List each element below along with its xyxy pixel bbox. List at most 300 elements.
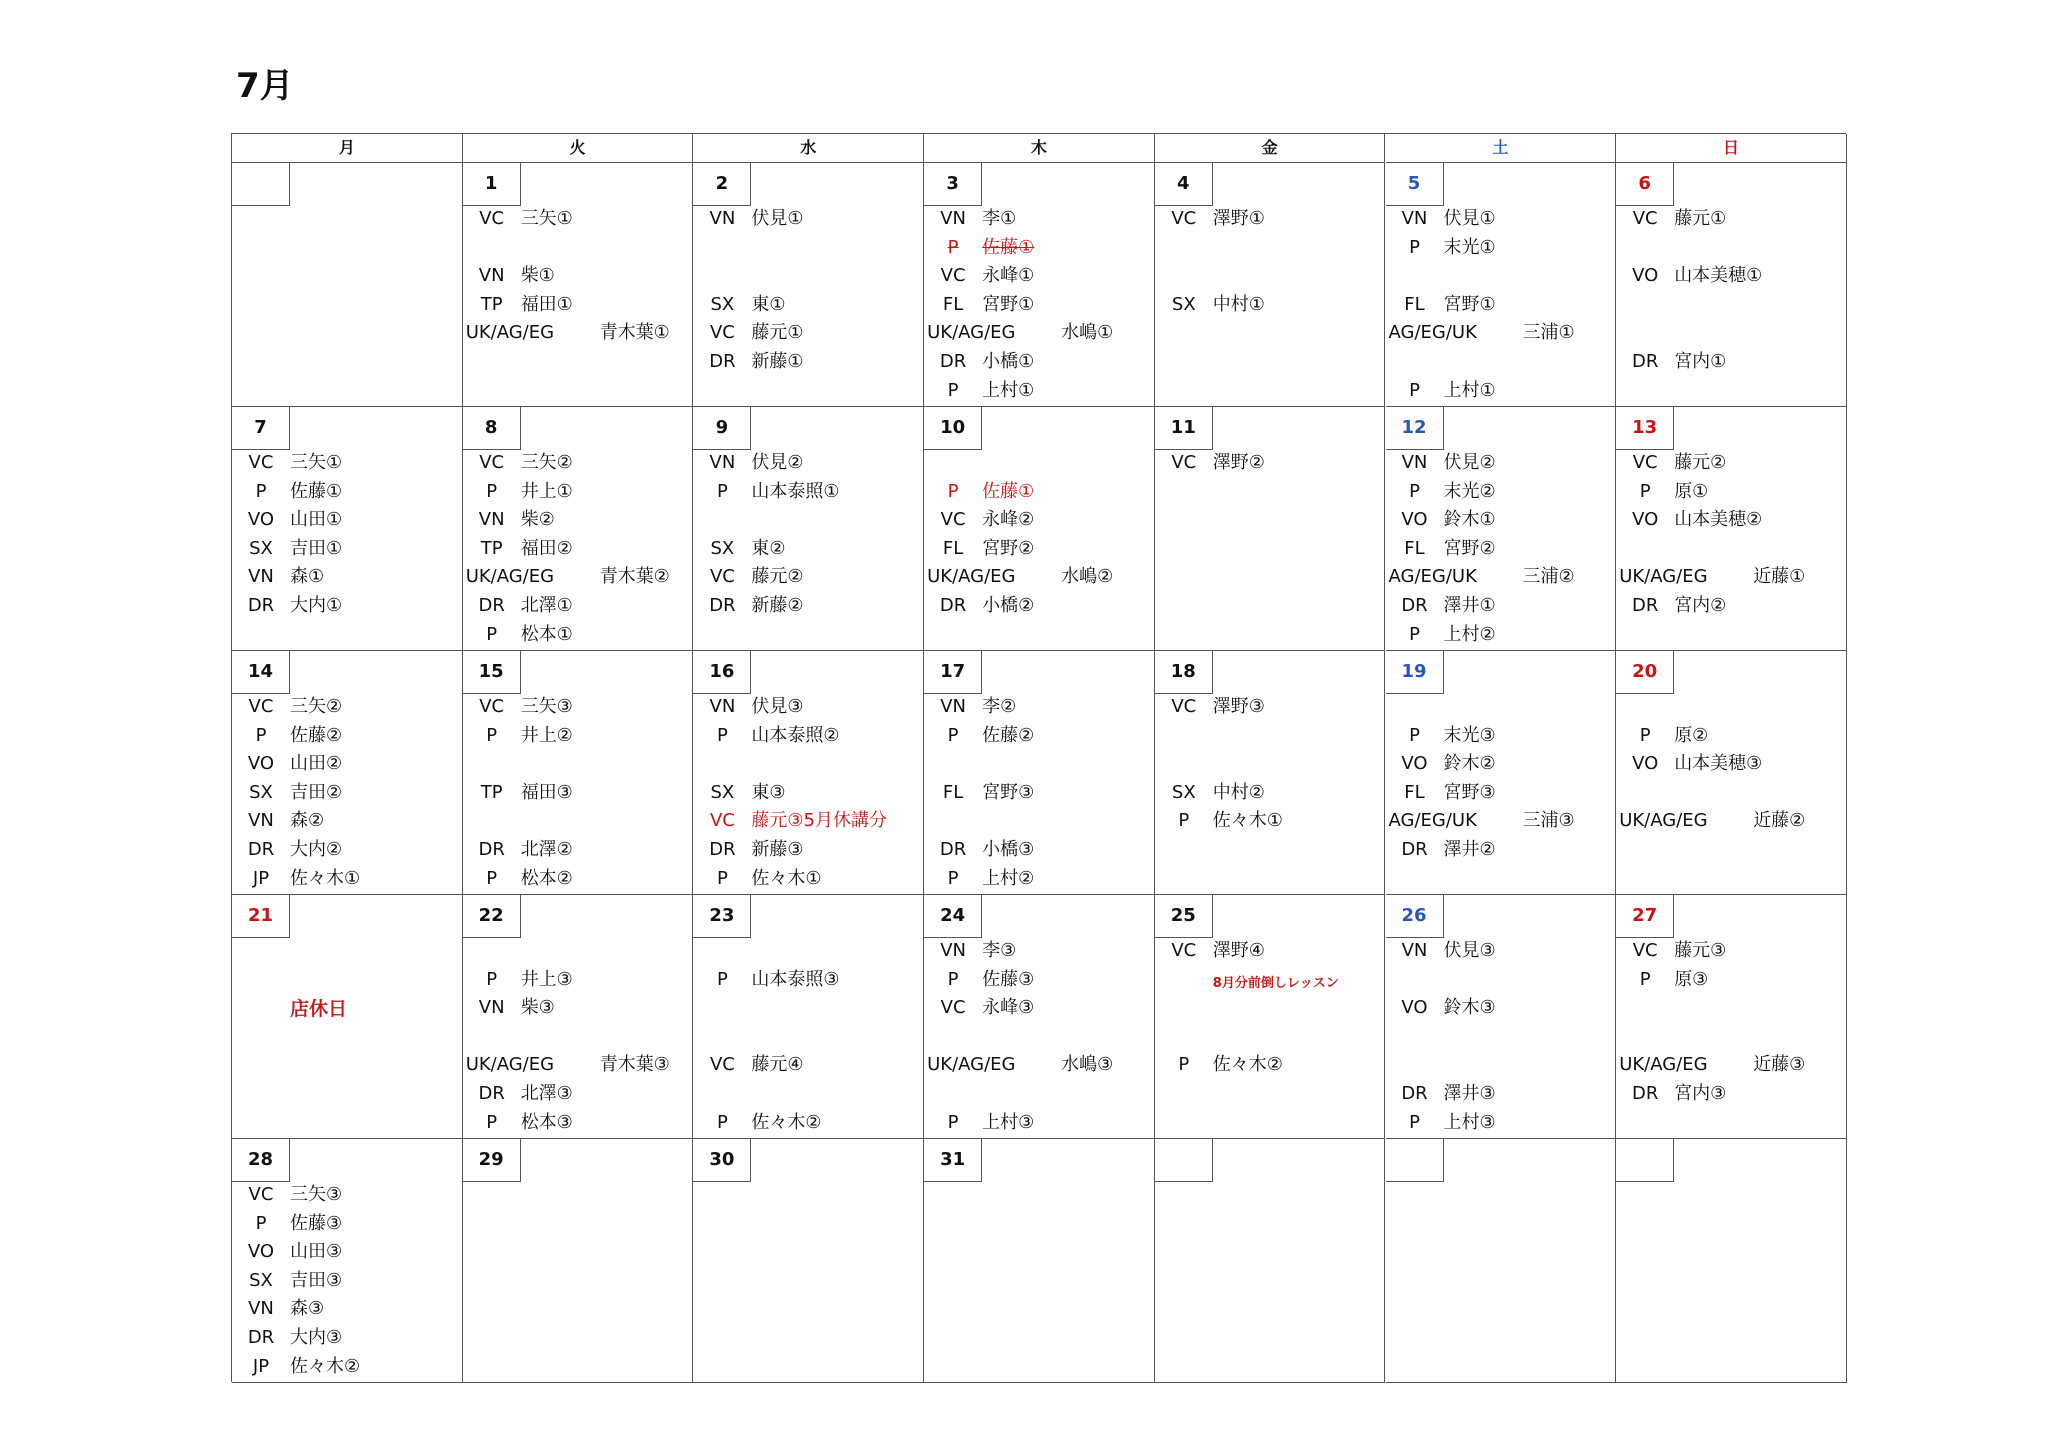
lesson-entry: [924, 1109, 1154, 1137]
student-name: 山本泰照①: [751, 480, 840, 502]
student-name: 伏見②: [751, 452, 804, 473]
instrument-code: VN: [248, 566, 274, 588]
instrument-code: FL: [942, 537, 964, 559]
lesson-entry: [1155, 1051, 1385, 1079]
day-cell[interactable]: [693, 651, 924, 895]
instrument-code: VC: [940, 265, 966, 287]
day-cell[interactable]: [232, 1139, 463, 1383]
student-name: 三矢②: [520, 452, 573, 473]
day-cell[interactable]: [693, 895, 924, 1139]
day-number: 12: [1386, 407, 1444, 450]
student-name: 佐藤①: [982, 236, 1035, 258]
student-name: 三矢①: [520, 208, 573, 229]
lesson-entry: [232, 535, 462, 563]
student-name: 鈴木③: [1443, 997, 1496, 1019]
student-name: 永峰②: [982, 509, 1035, 531]
lesson-entry: [1386, 836, 1616, 864]
instrument-code: P: [1409, 480, 1420, 502]
instrument-code: P: [716, 867, 728, 889]
lesson-entry: [1386, 319, 1616, 347]
day-cell[interactable]: [232, 407, 463, 651]
day-cell[interactable]: [924, 407, 1155, 651]
lesson-entry: [693, 807, 923, 835]
lesson-entry: [1386, 750, 1616, 778]
day-cell[interactable]: [924, 895, 1155, 1139]
day-number: 11: [1155, 407, 1213, 450]
instrument-code: DR: [1632, 1083, 1659, 1104]
weekday-header: 木: [924, 134, 1155, 163]
day-number: 23: [693, 895, 751, 938]
lesson-entry: [924, 779, 1154, 807]
student-name: 山本泰照②: [751, 724, 840, 746]
lesson-entry: [1386, 937, 1616, 965]
student-name: 上村②: [982, 867, 1035, 889]
day-number: 13: [1616, 407, 1674, 450]
instrument-code: VC: [479, 208, 505, 229]
instrument-code: VO: [1632, 509, 1659, 531]
lesson-entry: [924, 291, 1154, 319]
day-cell[interactable]: [232, 651, 463, 895]
student-name: 佐々木②: [1212, 1054, 1283, 1076]
student-name: 柴②: [520, 509, 555, 531]
student-name: 青木葉①: [599, 322, 670, 344]
day-cell[interactable]: [1155, 163, 1386, 407]
student-name: 末光①: [1443, 236, 1496, 258]
day-number: 24: [924, 895, 982, 938]
lesson-entry: [693, 1051, 923, 1079]
lesson-entry: [1155, 807, 1385, 835]
instrument-code: SX: [249, 537, 273, 559]
lesson-entry: [232, 1324, 462, 1352]
student-name: 佐藤①: [982, 480, 1035, 502]
day-cell[interactable]: [232, 895, 463, 1139]
instrument-code: DR: [1401, 839, 1428, 860]
lesson-entry: [463, 994, 693, 1022]
lesson-entry: [463, 836, 693, 864]
student-name: 永峰③: [982, 997, 1035, 1019]
student-name: 宮内②: [1674, 595, 1727, 616]
instrument-code: VC: [479, 452, 505, 473]
student-name: 大内①: [290, 595, 343, 616]
lesson-entry: [1386, 234, 1616, 262]
student-name: 上村③: [1443, 1111, 1496, 1133]
student-name: 福田③: [520, 781, 573, 803]
instrument-code: UK/AG/EG: [927, 566, 1016, 588]
instrument-code: SX: [710, 293, 735, 315]
instrument-code: P: [947, 968, 959, 990]
day-number: 27: [1616, 895, 1674, 938]
lesson-entry: [463, 535, 693, 563]
day-cell[interactable]: [693, 1139, 924, 1383]
student-name: 上村②: [1443, 623, 1496, 645]
instrument-code: VO: [247, 509, 275, 531]
student-name: 伏見③: [751, 696, 804, 717]
lesson-entry: [924, 937, 1154, 965]
student-name: 三浦②: [1522, 566, 1575, 588]
student-name: 佐藤①: [290, 480, 343, 502]
instrument-code: VN: [478, 265, 505, 287]
lesson-entry: [232, 807, 462, 835]
student-name: 青木葉②: [599, 566, 670, 588]
day-number: 8: [463, 407, 521, 450]
instrument-code: VC: [248, 696, 274, 717]
lesson-entry: [924, 563, 1154, 591]
instrument-code: VC: [248, 1184, 274, 1205]
student-name: 藤元①: [1674, 208, 1727, 229]
lesson-entry: [1616, 592, 1846, 620]
lesson-entry: [463, 966, 693, 994]
lesson-entry: [463, 693, 693, 721]
instrument-code: UK/AG/EG: [1619, 566, 1708, 588]
lesson-entry: [232, 1267, 462, 1295]
day-number: 4: [1155, 163, 1213, 206]
instrument-code: FL: [942, 293, 964, 315]
lesson-entry: [924, 592, 1154, 620]
lesson-entry: [693, 1109, 923, 1137]
instrument-code: SX: [710, 781, 735, 803]
student-name: 佐藤③: [290, 1212, 343, 1234]
student-name: 三浦①: [1522, 322, 1575, 344]
lesson-entry: [1616, 966, 1846, 994]
instrument-code: P: [1178, 1054, 1190, 1076]
student-name: 佐々木②: [290, 1355, 361, 1377]
student-name: 北澤③: [520, 1083, 573, 1104]
lesson-entry: [1155, 205, 1385, 233]
instrument-code: DR: [478, 1083, 505, 1104]
student-name: 森②: [290, 810, 325, 832]
lesson-entry: [693, 722, 923, 750]
student-name: 佐藤③: [982, 968, 1035, 990]
instrument-code: DR: [709, 595, 736, 616]
student-name: 鈴木①: [1443, 509, 1496, 531]
lesson-entry: [924, 348, 1154, 376]
instrument-code: AG/EG/UK: [1388, 322, 1477, 344]
instrument-code: DR: [1401, 595, 1428, 616]
instrument-code: DR: [1401, 1083, 1428, 1104]
day-cell[interactable]: [693, 407, 924, 651]
instrument-code: DR: [709, 839, 736, 860]
lesson-entry: [924, 693, 1154, 721]
instrument-code: SX: [710, 537, 735, 559]
instrument-code: VO: [1401, 997, 1428, 1019]
instrument-code: P: [255, 480, 267, 502]
lesson-entry: [693, 779, 923, 807]
lesson-entry: [693, 478, 923, 506]
lesson-entry: [1616, 262, 1846, 290]
day-cell[interactable]: [924, 163, 1155, 407]
instrument-code: UK/AG/EG: [1619, 1054, 1708, 1076]
lesson-entry: [232, 478, 462, 506]
day-cell[interactable]: [463, 407, 694, 651]
instrument-code: P: [1639, 968, 1651, 990]
instrument-code: P: [486, 724, 498, 746]
lesson-entry: [232, 836, 462, 864]
student-name: 水嶋②: [1061, 566, 1114, 588]
day-cell[interactable]: [1616, 895, 1847, 1139]
day-number: 1: [463, 163, 521, 206]
student-name: 佐藤②: [982, 724, 1035, 746]
student-name: 小橋①: [982, 351, 1035, 372]
student-name: 近藤②: [1753, 810, 1806, 832]
instrument-code: VC: [1632, 940, 1658, 961]
lesson-entry: [463, 449, 693, 477]
student-name: 山本泰照③: [751, 968, 840, 990]
student-name: 藤元①: [751, 322, 804, 344]
student-name: 佐々木②: [751, 1111, 822, 1133]
lesson-entry: [1155, 291, 1385, 319]
lesson-entry: [1616, 807, 1846, 835]
day-cell[interactable]: [463, 651, 694, 895]
lesson-entry: [924, 994, 1154, 1022]
lesson-entry: [1616, 1080, 1846, 1108]
lesson-entry: [1386, 1080, 1616, 1108]
student-name: 新藤②: [751, 595, 804, 616]
instrument-code: VC: [1632, 208, 1658, 229]
instrument-code: VN: [1401, 208, 1428, 229]
instrument-code: VN: [1401, 452, 1428, 473]
day-cell[interactable]: [924, 1139, 1155, 1383]
lesson-entry: [924, 506, 1154, 534]
lesson-entry: [693, 865, 923, 893]
instrument-code: VC: [940, 509, 966, 531]
instrument-code: VC: [1171, 696, 1197, 717]
student-name: 藤元③: [1674, 940, 1727, 961]
instrument-code: SX: [1171, 781, 1196, 803]
instrument-code: DR: [247, 839, 275, 860]
instrument-code: VO: [1401, 753, 1428, 775]
day-cell[interactable]: [1616, 163, 1847, 407]
student-name: 井上③: [520, 968, 573, 990]
day-cell[interactable]: [1386, 407, 1617, 651]
instrument-code: P: [947, 379, 959, 401]
student-name: 澤井②: [1443, 839, 1496, 860]
student-name: 山本美穂③: [1674, 753, 1763, 775]
day-cell[interactable]: [1386, 895, 1617, 1139]
instrument-code: VN: [248, 810, 274, 832]
lesson-entry: [1386, 449, 1616, 477]
instrument-code: VC: [940, 997, 966, 1019]
lesson-entry: [924, 262, 1154, 290]
student-name: 宮野①: [1443, 293, 1496, 315]
lesson-entry: [463, 621, 693, 649]
student-name: 宮野②: [1443, 537, 1496, 559]
day-cell[interactable]: [1386, 651, 1617, 895]
instrument-code: VN: [478, 997, 505, 1019]
day-number: 10: [924, 407, 982, 450]
instrument-code: JP: [252, 867, 270, 889]
instrument-code: VO: [247, 753, 275, 775]
student-name: 福田②: [520, 537, 573, 559]
day-cell[interactable]: [924, 651, 1155, 895]
instrument-code: VN: [709, 452, 736, 473]
lesson-entry: [463, 1051, 693, 1079]
student-name: 藤元④: [751, 1054, 804, 1076]
day-cell[interactable]: [1155, 651, 1386, 895]
instrument-code: DR: [1632, 351, 1659, 372]
instrument-code: JP: [252, 1355, 270, 1377]
student-name: 伏見②: [1443, 452, 1496, 473]
lesson-entry: [693, 319, 923, 347]
instrument-code: P: [1409, 623, 1420, 645]
lesson-entry: [1616, 937, 1846, 965]
student-name: 鈴木②: [1443, 753, 1496, 775]
student-name: 伏見①: [1443, 208, 1496, 229]
student-name: 三矢③: [520, 696, 573, 717]
day-number: [1155, 1139, 1213, 1182]
lesson-entry: [1386, 592, 1616, 620]
lesson-entry: [232, 1238, 462, 1266]
student-name: 森①: [290, 566, 325, 588]
student-name: 藤元②: [751, 566, 804, 588]
lesson-entry: [463, 478, 693, 506]
instrument-code: VN: [940, 940, 966, 961]
instrument-code: P: [1409, 1111, 1420, 1133]
instrument-code: P: [716, 480, 728, 502]
day-cell[interactable]: [463, 895, 694, 1139]
lesson-entry: [924, 319, 1154, 347]
day-number: 29: [463, 1139, 521, 1182]
student-name: 井上②: [520, 724, 573, 746]
lesson-entry: [232, 693, 462, 721]
day-cell[interactable]: [1155, 895, 1386, 1139]
day-number: 6: [1616, 163, 1674, 206]
student-name: 水嶋③: [1061, 1054, 1114, 1076]
instrument-code: VN: [478, 509, 505, 531]
lesson-entry: [1616, 205, 1846, 233]
instrument-code: DR: [478, 839, 505, 860]
instrument-code: P: [947, 480, 959, 502]
day-cell[interactable]: [463, 1139, 694, 1383]
day-number: 25: [1155, 895, 1213, 938]
day-cell[interactable]: [1386, 1139, 1617, 1383]
student-name: 東①: [751, 293, 786, 315]
student-name: 近藤③: [1753, 1054, 1806, 1076]
lesson-entry: [693, 592, 923, 620]
lesson-entry: [232, 563, 462, 591]
instrument-code: P: [255, 1212, 267, 1234]
day-cell[interactable]: [693, 163, 924, 407]
lesson-entry: [1155, 779, 1385, 807]
student-name: 吉田②: [290, 781, 343, 803]
lesson-entry: [232, 506, 462, 534]
lesson-entry: [1386, 563, 1616, 591]
instrument-code: FL: [1404, 537, 1425, 559]
lesson-entry: [1386, 722, 1616, 750]
student-name: 藤元③5月休講分: [751, 810, 887, 832]
lesson-entry: [924, 865, 1154, 893]
lesson-entry: [693, 348, 923, 376]
lesson-entry: [693, 966, 923, 994]
student-name: 松本②: [520, 867, 573, 889]
lesson-entry: [232, 865, 462, 893]
instrument-code: UK/AG/EG: [927, 322, 1016, 344]
day-cell[interactable]: [1155, 407, 1386, 651]
student-name: 山田③: [290, 1241, 343, 1263]
day-number: 15: [463, 651, 521, 694]
lesson-entry: [463, 506, 693, 534]
student-name: 李①: [982, 208, 1017, 229]
student-name: 宮野①: [982, 293, 1035, 315]
day-number: 20: [1616, 651, 1674, 694]
lesson-entry: [463, 1109, 693, 1137]
lesson-entry: [1616, 449, 1846, 477]
instrument-code: FL: [1404, 781, 1425, 803]
lesson-entry: [1155, 937, 1385, 965]
instrument-code: DR: [939, 595, 967, 616]
instrument-code: AG/EG/UK: [1388, 566, 1477, 588]
instrument-code: P: [255, 724, 267, 746]
student-name: 伏見③: [1443, 940, 1496, 961]
lesson-entry: [1386, 1109, 1616, 1137]
student-name: 中村①: [1212, 293, 1265, 315]
student-name: 吉田③: [290, 1269, 343, 1291]
student-name: 北澤①: [520, 595, 573, 616]
student-name: 井上①: [520, 480, 573, 502]
student-name: 山本美穂②: [1674, 509, 1763, 531]
monthly-calendar: [231, 133, 1846, 1382]
day-number: 14: [232, 651, 290, 694]
student-name: 柴①: [520, 265, 555, 287]
instrument-code: P: [716, 968, 728, 990]
lesson-entry: [463, 779, 693, 807]
instrument-code: DR: [1632, 595, 1659, 616]
instrument-code: TP: [480, 293, 503, 315]
day-cell[interactable]: [232, 163, 463, 407]
lesson-entry: [924, 377, 1154, 405]
lesson-entry: [463, 563, 693, 591]
lesson-entry: [1616, 563, 1846, 591]
student-name: 青木葉③: [599, 1054, 670, 1076]
instrument-code: VN: [940, 696, 966, 717]
instrument-code: VC: [479, 696, 505, 717]
student-name: 三矢①: [290, 452, 343, 473]
lesson-entry: [1616, 478, 1846, 506]
instrument-code: P: [1409, 379, 1420, 401]
student-name: 原②: [1674, 724, 1709, 746]
student-name: 李②: [982, 696, 1017, 717]
day-cell[interactable]: [1616, 1139, 1847, 1383]
lesson-entry: [463, 262, 693, 290]
lesson-note: 8月分前倒しレッスン: [1212, 975, 1339, 991]
student-name: 佐々木①: [1212, 810, 1283, 832]
weekday-header: 月: [232, 134, 463, 163]
lesson-entry: [1386, 291, 1616, 319]
store-closed-label: 店休日: [290, 998, 348, 1021]
day-cell[interactable]: [1155, 1139, 1386, 1383]
lesson-entry: [693, 836, 923, 864]
day-cell[interactable]: [1386, 163, 1617, 407]
student-name: 松本①: [520, 623, 573, 645]
student-name: 澤井①: [1443, 595, 1496, 616]
day-number: 3: [924, 163, 982, 206]
day-number: [232, 163, 290, 206]
instrument-code: FL: [1404, 293, 1425, 315]
day-cell[interactable]: [463, 163, 694, 407]
student-name: 中村②: [1212, 781, 1265, 803]
student-name: 三矢②: [290, 696, 343, 717]
lesson-entry: [1386, 621, 1616, 649]
instrument-code: P: [486, 480, 498, 502]
instrument-code: VC: [1171, 208, 1197, 229]
student-name: 宮内①: [1674, 351, 1727, 372]
lesson-entry: [232, 449, 462, 477]
student-name: 東③: [751, 781, 786, 803]
day-cell[interactable]: [1616, 651, 1847, 895]
lesson-entry: [924, 535, 1154, 563]
lesson-entry: [1616, 750, 1846, 778]
day-cell[interactable]: [1616, 407, 1847, 651]
lesson-entry: [1386, 535, 1616, 563]
